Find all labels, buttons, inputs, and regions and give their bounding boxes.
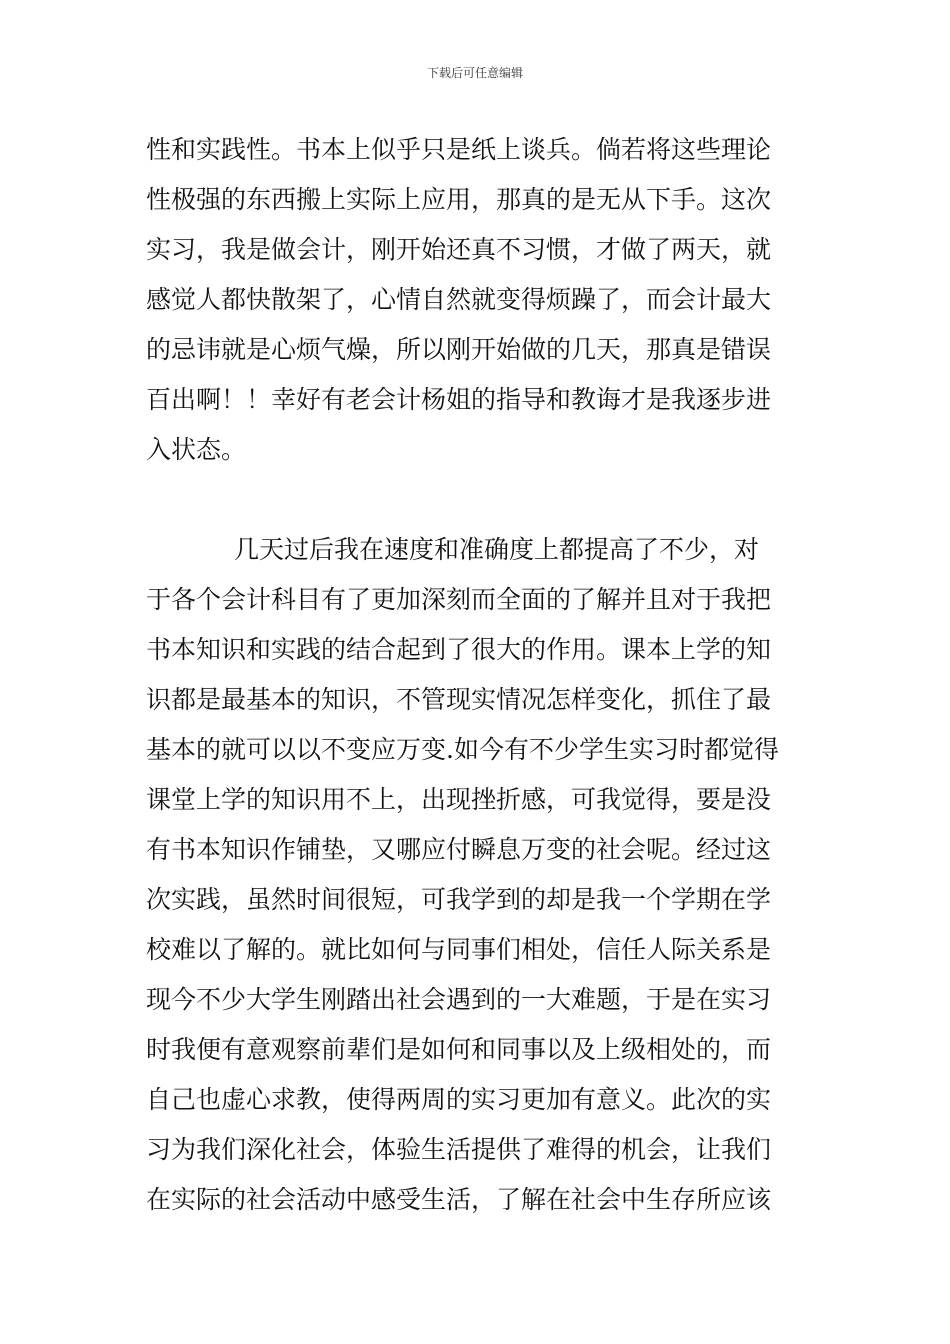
text-line: 于各个会计科目有了更加深刻而全面的了解并且对于我把 [146, 585, 772, 614]
text-line: 书本知识和实践的结合起到了很大的作用。课本上学的知 [146, 635, 772, 664]
page-header: 下载后可任意编辑 [426, 66, 523, 80]
paragraph-2 [146, 525, 826, 1225]
text-line: 校难以了解的。就比如何与同事们相处，信任人际关系是 [146, 935, 772, 964]
text-line: 百出啊！！幸好有老会计杨姐的指导和教诲才是我逐步进 [146, 385, 772, 414]
text-line: 在实际的社会活动中感受生活，了解在社会中生存所应该 [146, 1185, 772, 1214]
text-line: 实习，我是做会计，刚开始还真不习惯，才做了两天，就 [146, 235, 772, 264]
text-line: 性极强的东西搬上实际上应用，那真的是无从下手。这次 [146, 185, 772, 214]
text-line: 时我便有意观察前辈们是如何和同事以及上级相处的，而 [146, 1035, 772, 1064]
text-line: 有书本知识作铺垫，又哪应付瞬息万变的社会呢。经过这 [146, 835, 772, 864]
text-line: 次实践，虽然时间很短，可我学到的却是我一个学期在学 [146, 885, 772, 914]
text-line: 感觉人都快散架了，心情自然就变得烦躁了，而会计最大 [146, 285, 772, 314]
text-line: 识都是最基本的知识，不管现实情况怎样变化，抓住了最 [146, 685, 772, 714]
text-line: 现今不少大学生刚踏出社会遇到的一大难题，于是在实习 [146, 985, 772, 1014]
text-line: 习为我们深化社会，体验生活提供了难得的机会，让我们 [146, 1135, 772, 1164]
text-line: 基本的就可以以不变应万变.如今有不少学生实习时都觉得 [146, 735, 779, 764]
text-line: 性和实践性。书本上似乎只是纸上谈兵。倘若将这些理论 [146, 135, 772, 164]
paragraph-1 [146, 125, 826, 475]
text-line: 几天过后我在速度和准确度上都提高了不少，对 [234, 535, 760, 564]
text-line: 自己也虚心求教，使得两周的实习更加有意义。此次的实 [146, 1085, 772, 1114]
text-line: 的忌讳就是心烦气燥，所以刚开始做的几天，那真是错误 [146, 335, 772, 364]
text-line: 入状态。 [146, 435, 247, 464]
text-line: 课堂上学的知识用不上，出现挫折感，可我觉得，要是没 [146, 785, 772, 814]
